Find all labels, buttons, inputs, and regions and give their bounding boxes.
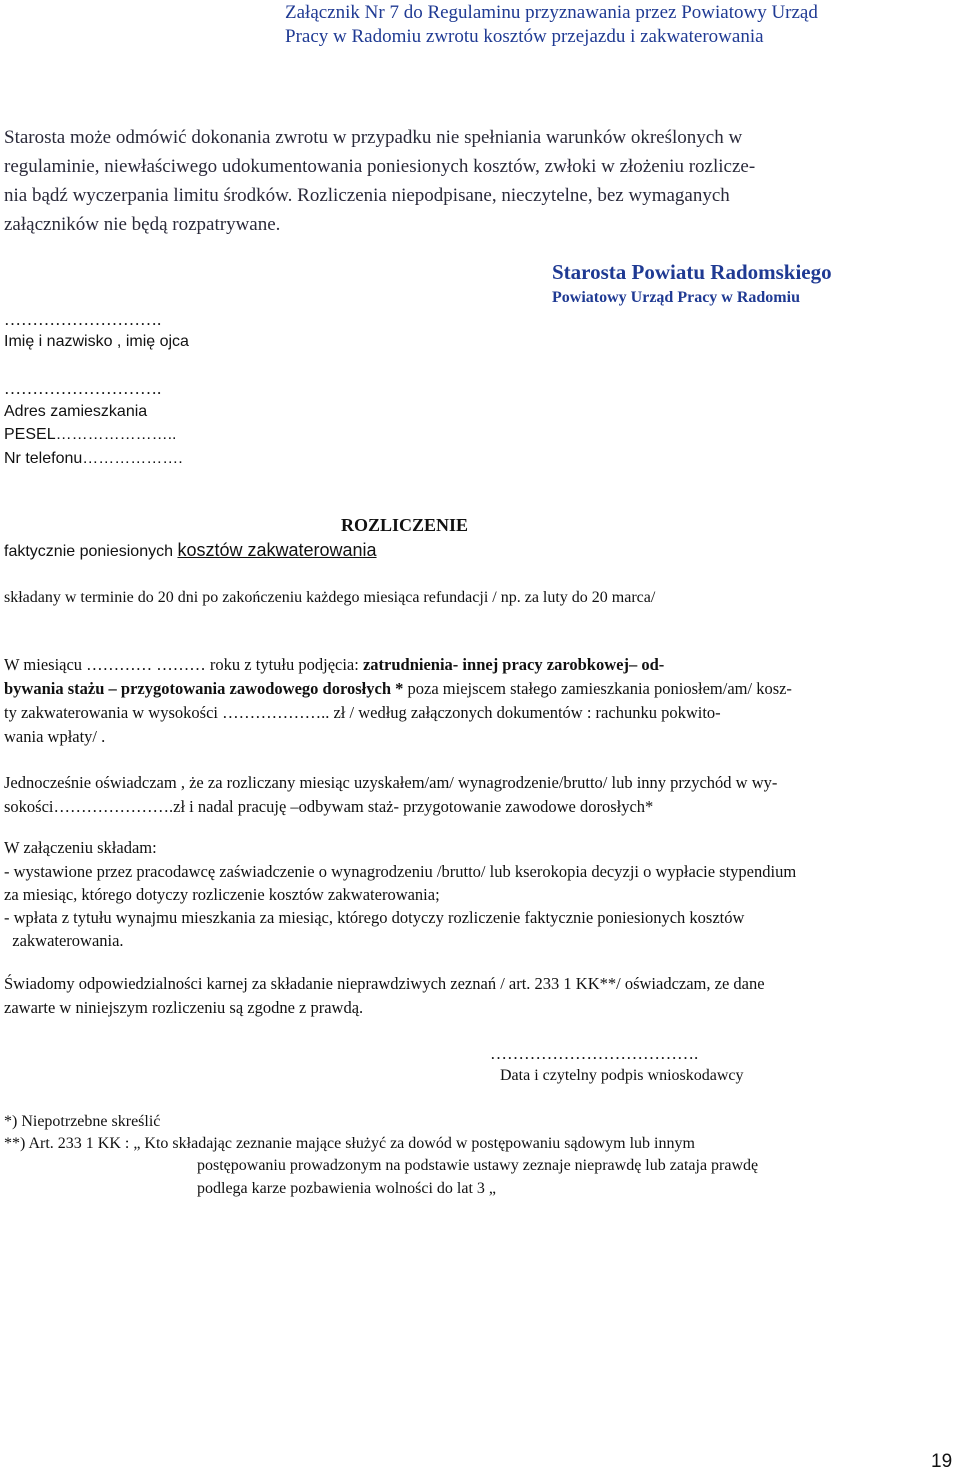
deadline-note: składany w terminie do 20 dni po zakończeniu każdego miesiąca refundacji / np. za luty do 20 marca/	[4, 589, 656, 606]
name-dots: ……………………….	[4, 310, 162, 329]
phone-label: Nr telefonu……………….	[4, 450, 183, 467]
attachment-2-line-1: - wpłata z tytułu wynajmu mieszkania za miesiąc, którego dotyczy rozliczenie faktycznie poniesionych kosztów	[4, 908, 745, 927]
intro-line-1: Starosta może odmówić dokonania zwrotu w przypadku nie spełniania warunków określonych w	[4, 127, 743, 148]
month-line-1-a: W miesiącu ………… ……… roku z tytułu podjęcia:	[4, 655, 363, 674]
month-line-1	[4, 655, 960, 675]
footnote-2-line-3: podlega karze pozbawienia wolności do lat 3 „	[197, 1180, 496, 1197]
declaration-line-2: zawarte w niniejszym rozliczeniu są zgodne z prawdą.	[4, 998, 364, 1017]
subtitle-prefix: faktycznie poniesionych	[4, 543, 178, 560]
attachment-2-line-2: zakwaterowania.	[4, 931, 124, 950]
address-label: Adres zamieszkania	[4, 403, 148, 420]
pesel-label: PESEL…………………..	[4, 426, 177, 443]
document-subtitle	[4, 540, 377, 561]
declaration-line-1: Świadomy odpowiedzialności karnej za składanie nieprawdziwych zeznań / art. 233 1 KK**/ oświadczam, ze dane	[4, 974, 765, 993]
footnote-1: *) Niepotrzebne skreślić	[4, 1113, 161, 1130]
signature-dots: ……………………………….	[490, 1044, 699, 1063]
intro-line-2: regulaminie, niewłaściwego udokumentowania poniesionych kosztów, zwłoki w złożeniu rozlicze-	[4, 156, 756, 177]
month-line-2	[4, 679, 960, 699]
recipient-title: Starosta Powiatu Radomskiego	[552, 260, 832, 284]
recipient-office: Powiatowy Urząd Pracy w Radomiu	[552, 289, 800, 306]
month-line-2-a: bywania stażu – przygotowania zawodowego dorosłych *	[4, 679, 404, 698]
document-title: ROZLICZENIE	[341, 515, 469, 535]
month-line-4: wania wpłaty/ .	[4, 727, 106, 746]
attachments-heading: W załączeniu składam:	[4, 838, 157, 857]
header-line-2: Pracy w Radomiu zwrotu kosztów przejazdu i zakwaterowania	[285, 26, 764, 47]
name-label: Imię i nazwisko , imię ojca	[4, 333, 189, 350]
month-line-1-b: zatrudnienia- innej pracy zarobkowej– od-	[362, 655, 665, 674]
signature-label: Data i czytelny podpis wnioskodawcy	[500, 1067, 744, 1084]
attachment-1-line-1: - wystawione przez pracodawcę zaświadczenie o wynagrodzeniu /brutto/ lub kserokopia decyzji o wypłacie stypendium	[4, 862, 797, 881]
footnote-2-line-1: **) Art. 233 1 KK : „ Kto składając zeznanie mające służyć za dowód w postępowaniu sądowym lub innym	[4, 1135, 695, 1152]
page-number: 19	[931, 1451, 953, 1472]
address-dots: ……………………….	[4, 379, 162, 398]
intro-line-4: załączników nie będą rozpatrywane.	[4, 214, 281, 235]
subtitle-underlined: kosztów zakwaterowania	[177, 540, 377, 560]
footnote-2-line-2: postępowaniu prowadzonym na podstawie ustawy zeznaje nieprawdę lub zataja prawdę	[197, 1157, 759, 1174]
income-line-1: Jednocześnie oświadczam , że za rozliczany miesiąc uzyskałem/am/ wynagrodzenie/brutto/ lub inny przychód w wy-	[4, 773, 778, 792]
header-line-1: Załącznik Nr 7 do Regulaminu przyznawania przez Powiatowy Urząd	[285, 2, 818, 23]
income-line-2: sokości………………….zł i nadal pracuję –odbywam staż- przygotowanie zawodowe dorosłych*	[4, 797, 654, 816]
attachment-1-line-2: za miesiąc, którego dotyczy rozliczenie kosztów zakwaterowania;	[4, 885, 440, 904]
month-line-3: ty zakwaterowania w wysokości ……………….. zł / według załączonych dokumentów : rachunku pokwito-	[4, 703, 721, 722]
intro-line-3: nia bądź wyczerpania limitu środków. Rozliczenia niepodpisane, nieczytelne, bez wymaganych	[4, 185, 730, 206]
month-line-2-b: poza miejscem stałego zamieszkania poniosłem/am/ kosz-	[403, 679, 792, 698]
